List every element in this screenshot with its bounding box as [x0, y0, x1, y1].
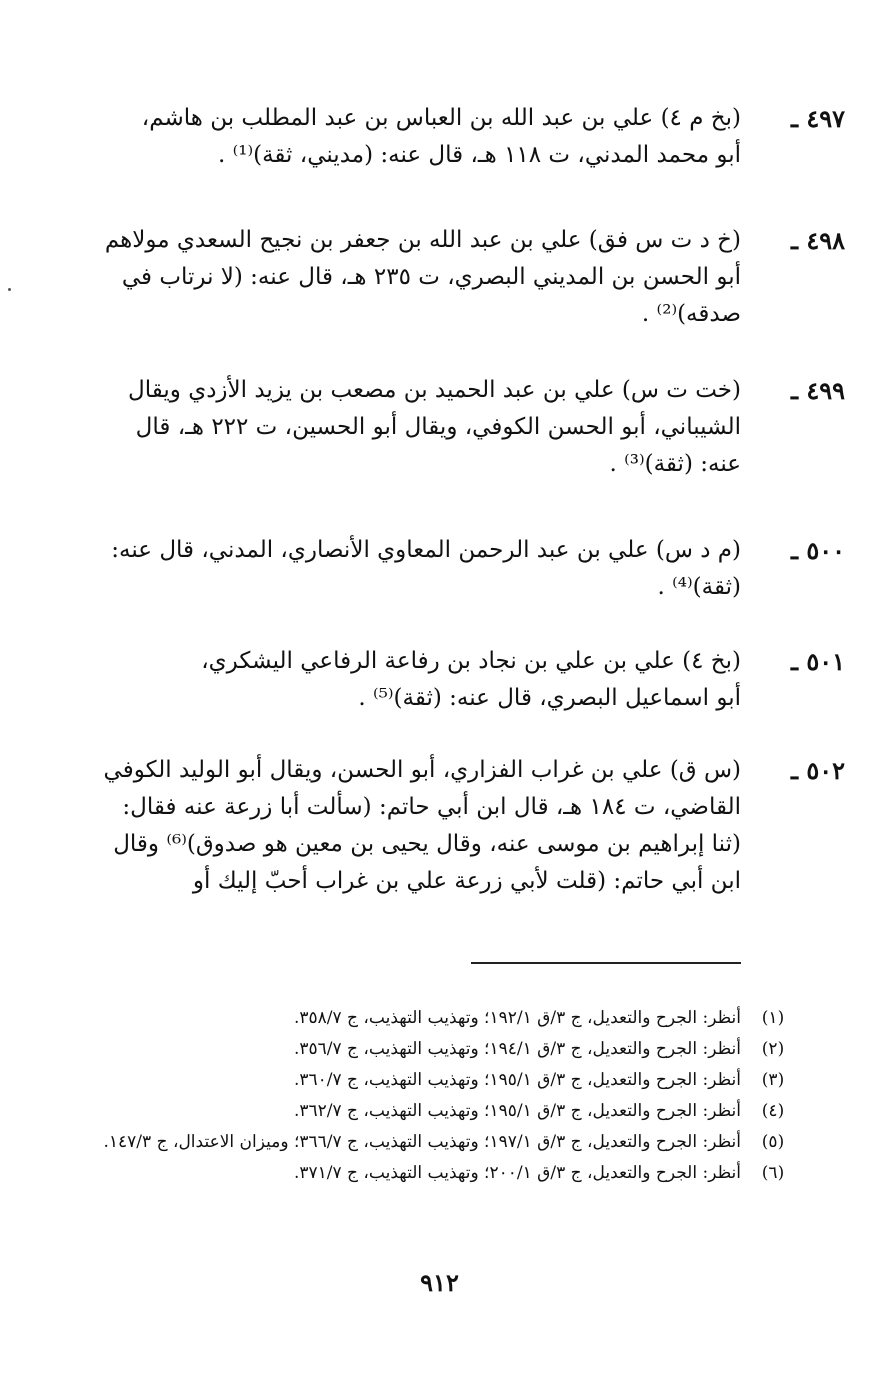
entry-line: (ثنا إبراهيم بن موسى عنه، وقال يحيى بن معين هو صدوق)⁽⁶⁾ وقال [113, 831, 741, 857]
entry-line: (خ د ت س فق) علي بن عبد الله بن جعفر بن نجيح السعدي مولاهم [104, 227, 741, 253]
footnote-mark: (٢) [761, 1039, 785, 1059]
footnote-mark: (٤) [761, 1101, 785, 1121]
footnote [41, 1096, 785, 1127]
footnote-mark: (٥) [761, 1132, 785, 1152]
entry-body [41, 222, 741, 333]
entry-line: القاضي، ت ١٨٤ هـ، قال ابن أبي حاتم: (سألت أبا زرعة عنه فقال: [122, 794, 741, 820]
footnote-mark: (٦) [761, 1163, 785, 1183]
footnote-text: أنظر: الجرح والتعديل، ج ٣/ق ١٩٥/١؛ وتهذيب التهذيب، ج ٣٦٢/٧. [293, 1101, 741, 1121]
footnote-text: أنظر: الجرح والتعديل، ج ٣/ق ١٩٧/١؛ وتهذيب التهذيب، ج ٣٦٦/٧؛ وميزان الاعتدال، ج ١٤٧/٣. [103, 1132, 741, 1152]
entry-body [41, 372, 741, 483]
entry-number: ٥٠٠ ـ [790, 536, 845, 565]
footnote-text: أنظر: الجرح والتعديل، ج ٣/ق ١٩٥/١؛ وتهذيب التهذيب، ج ٣٦٠/٧. [293, 1070, 741, 1090]
entry-line: (ثقة)⁽⁴⁾ . [657, 574, 741, 600]
footnote-divider [471, 962, 741, 964]
footnote-text: أنظر: الجرح والتعديل، ج ٣/ق ٢٠٠/١؛ وتهذيب التهذيب، ج ٣٧١/٧. [293, 1163, 741, 1183]
entry-line: (م د س) علي بن عبد الرحمن المعاوي الأنصاري، المدني، قال عنه: [111, 537, 741, 563]
entry-number: ٥٠٢ ـ [790, 756, 845, 785]
entry-line: صدقه)⁽²⁾ . [641, 301, 741, 327]
entry-body [41, 100, 741, 174]
footnote-text: أنظر: الجرح والتعديل، ج ٣/ق ١٩٢/١؛ وتهذيب التهذيب، ج ٣٥٨/٧. [293, 1008, 741, 1028]
entry-number: ٤٩٩ ـ [790, 376, 845, 405]
footnote [41, 1034, 785, 1065]
footnote-mark: (١) [761, 1008, 785, 1028]
entry-line: عنه: (ثقة)⁽³⁾ . [609, 451, 741, 477]
entry-body [41, 643, 741, 717]
entry-number: ٤٩٨ ـ [790, 226, 845, 255]
entry-line: ابن أبي حاتم: (قلت لأبي زرعة علي بن غراب أحبّ إليك أو [192, 868, 741, 894]
entry-line: أبو الحسن بن المديني البصري، ت ٢٣٥ هـ، قال عنه: (لا نرتاب في [121, 264, 741, 290]
footnote [41, 1003, 785, 1034]
footnote-mark: (٣) [761, 1070, 785, 1090]
entry-line: أبو محمد المدني، ت ١١٨ هـ، قال عنه: (مديني، ثقة)⁽¹⁾ . [217, 142, 741, 168]
entry-number: ٤٩٧ ـ [790, 104, 845, 133]
footnote-text: أنظر: الجرح والتعديل، ج ٣/ق ١٩٤/١؛ وتهذيب التهذيب، ج ٣٥٦/٧. [293, 1039, 741, 1059]
entry-line: (بخ م ٤) علي بن عبد الله بن العباس بن عبد المطلب بن هاشم، [141, 105, 741, 131]
entry-501 [41, 643, 845, 717]
entry-502 [41, 752, 845, 900]
entry-number: ٥٠١ ـ [790, 647, 845, 676]
entry-body [41, 532, 741, 606]
entry-line: (خت ت س) علي بن عبد الحميد بن مصعب بن يزيد الأزدي ويقال [128, 377, 741, 403]
entry-498 [41, 222, 845, 333]
entry-line: (س ق) علي بن غراب الفزاري، أبو الحسن، ويقال أبو الوليد الكوفي [103, 757, 741, 783]
entry-499 [41, 372, 845, 483]
page-number: ٩١٢ [420, 1268, 459, 1297]
footnotes [41, 1003, 785, 1189]
entry-line: أبو اسماعيل البصري، قال عنه: (ثقة)⁽⁵⁾ . [358, 685, 741, 711]
entry-497 [41, 100, 845, 174]
entry-500 [41, 532, 845, 606]
footnote [41, 1127, 785, 1158]
entry-body [41, 752, 741, 900]
entry-line: (بخ ٤) علي بن علي بن نجاد بن رفاعة الرفاعي اليشكري، [201, 648, 741, 674]
footnote [41, 1065, 785, 1096]
entry-line: الشيباني، أبو الحسن الكوفي، ويقال أبو الحسين، ت ٢٢٢ هـ، قال [135, 414, 741, 440]
margin-mark [8, 288, 11, 291]
footnote [41, 1158, 785, 1189]
